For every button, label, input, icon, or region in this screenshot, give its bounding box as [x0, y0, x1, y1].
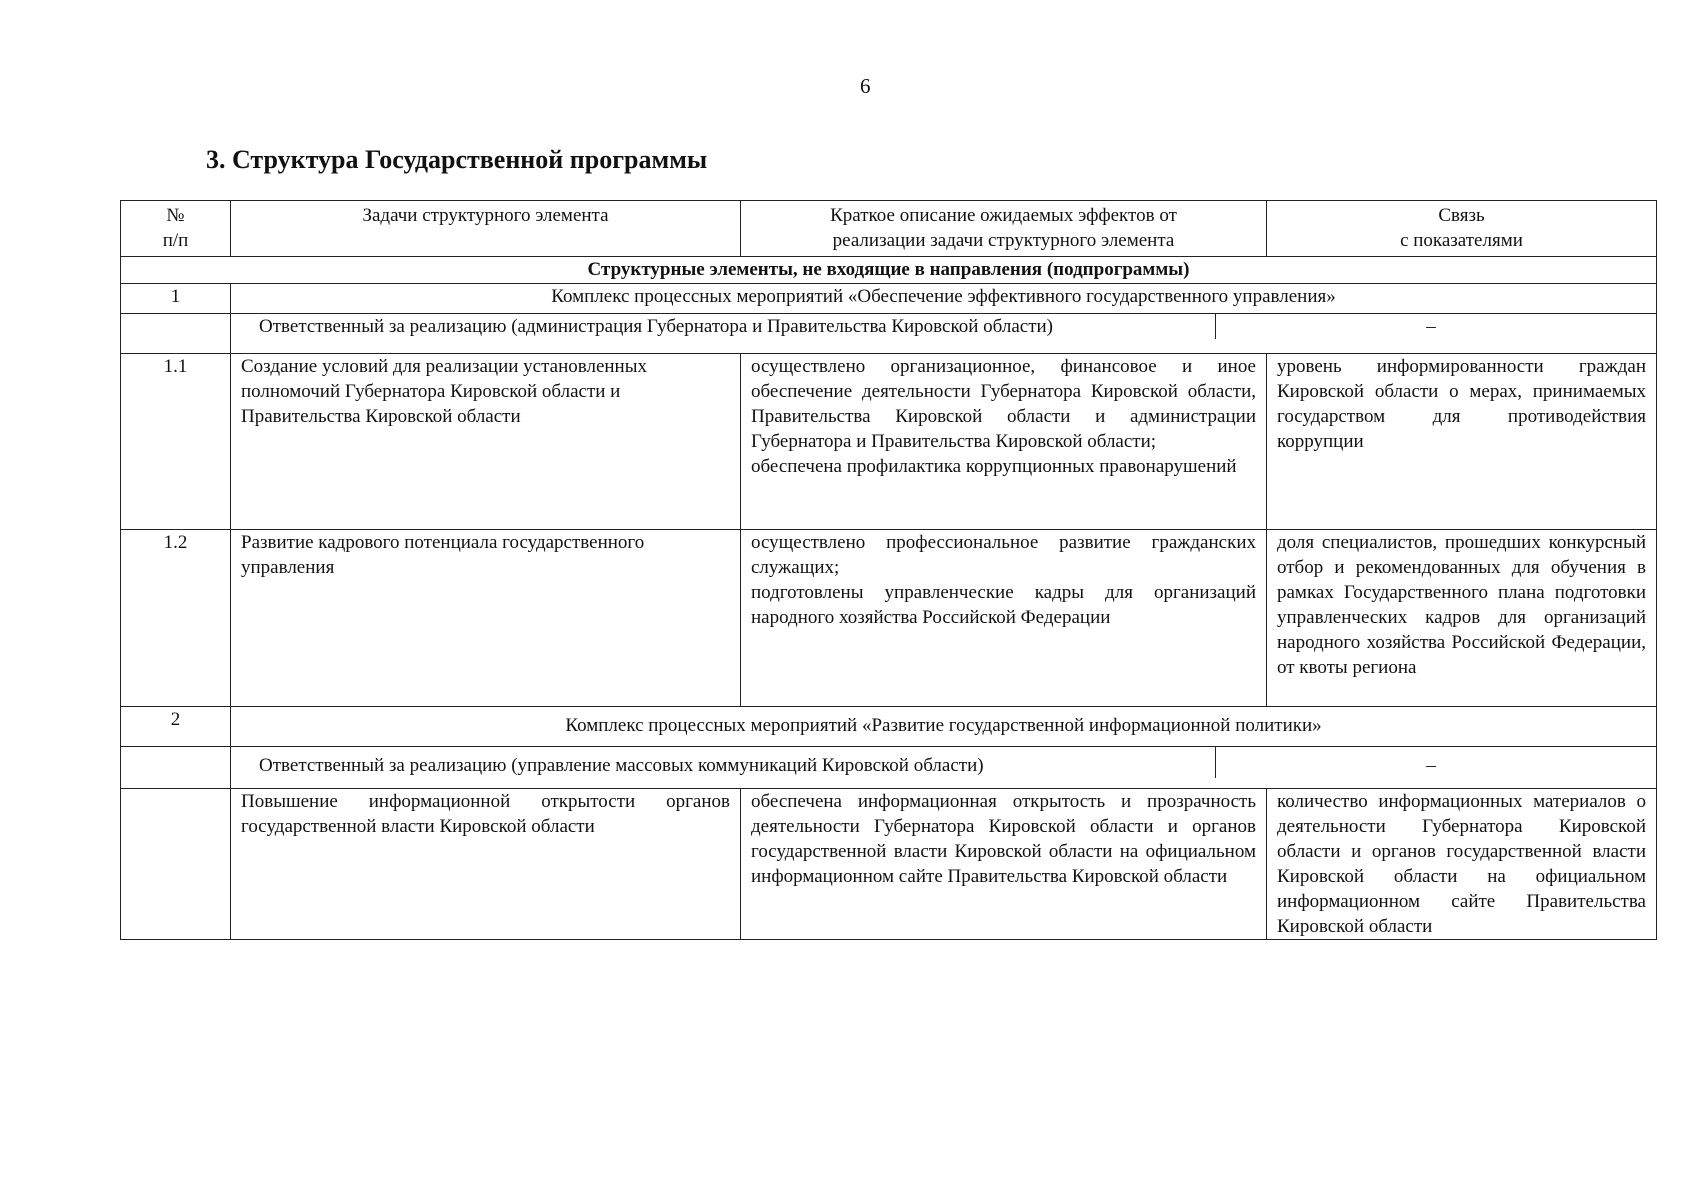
- row-1-2-effect-line: подготовлены управленческие кадры для организаций народного хозяйства Российской Федерации: [751, 582, 1256, 628]
- section-header: Структурные элементы, не входящие в направления (подпрограммы): [121, 257, 1657, 284]
- row-1-2-effect-line: осуществлено профессиональное развитие гражданских служащих;: [751, 532, 1256, 578]
- complex-2-responsible-cell: [231, 747, 1657, 789]
- complex-2-responsible: Ответственный за реализацию (управление массовых коммуникаций Кировской области): [259, 755, 984, 776]
- table-row: [121, 789, 1657, 940]
- header-number: № п/п: [121, 201, 231, 257]
- table-header-row: [121, 201, 1657, 257]
- row-2-1-effect: [741, 789, 1267, 940]
- row-2-1-effect-line: обеспечена информационная открытость и прозрачность деятельности Губернатора Кировской области и органов государственной власти Кировской области на официальном информационном сайте Правительства Кировской области: [751, 791, 1256, 887]
- row-1-2-number: 1.2: [121, 530, 231, 707]
- row-1-2-link: доля специалистов, прошедших конкурсный отбор и рекомендованных для обучения в рамках Государственного плана подготовки управленческих кадров для организаций народного хозяйства Российской Федерации, от квоты региона: [1267, 530, 1657, 707]
- complex-2-responsible-link: –: [1215, 747, 1646, 778]
- row-1-1-effect-line: осуществлено организационное, финансовое и иное обеспечение деятельности Губернатора Кировской области, Правительства Кировской области и администрации Губернатора и Правительства Кировской области;: [751, 356, 1256, 452]
- row-2-1-task: Повышение информационной открытости органов государственной власти Кировской области: [231, 789, 741, 940]
- complex-2-title: Комплекс процессных мероприятий «Развитие государственной информационной политики»: [231, 707, 1657, 747]
- row-1-1-effect: [741, 354, 1267, 530]
- structure-table: [120, 200, 1657, 940]
- complex-1-responsible: Ответственный за реализацию (администрация Губернатора и Правительства Кировской области): [259, 316, 1054, 337]
- section-title: 3. Структура Государственной программы: [206, 145, 708, 174]
- row-2-1-link: количество информационных материалов о деятельности Губернатора Кировской области и органов государственной власти Кировской области на официальном информационном сайте Правительства Кировской области: [1267, 789, 1657, 940]
- table-row: [121, 530, 1657, 707]
- empty-cell: [121, 747, 231, 789]
- section-header-row: [121, 257, 1657, 284]
- row-1-1-effect-line: обеспечена профилактика коррупционных правонарушений: [751, 456, 1237, 477]
- page-number: 6: [860, 74, 871, 98]
- complex-1-responsible-link: –: [1215, 314, 1646, 339]
- header-task: Задачи структурного элемента: [231, 201, 741, 257]
- complex-2-responsible-row: [121, 747, 1657, 789]
- complex-1-responsible-cell: [231, 314, 1657, 354]
- complex-2-row: [121, 707, 1657, 747]
- header-link: Связь с показателями: [1267, 201, 1657, 257]
- complex-1-responsible-row: [121, 314, 1657, 354]
- header-effect: Краткое описание ожидаемых эффектов от реализации задачи структурного элемента: [741, 201, 1267, 257]
- row-1-2-task: Развитие кадрового потенциала государственного управления: [231, 530, 741, 707]
- complex-1-number: 1: [121, 284, 231, 314]
- row-1-1-number: 1.1: [121, 354, 231, 530]
- row-1-1-task: Создание условий для реализации установленных полномочий Губернатора Кировской области и Правительства Кировской области: [231, 354, 741, 530]
- empty-cell: [121, 314, 231, 354]
- row-1-2-effect: [741, 530, 1267, 707]
- complex-1-title: Комплекс процессных мероприятий «Обеспечение эффективного государственного управления»: [231, 284, 1657, 314]
- complex-2-number: 2: [121, 707, 231, 747]
- row-1-1-link: уровень информированности граждан Кировской области о мерах, принимаемых государством для противодействия коррупции: [1267, 354, 1657, 530]
- row-2-1-number: [121, 789, 231, 940]
- complex-1-row: [121, 284, 1657, 314]
- table-row: [121, 354, 1657, 530]
